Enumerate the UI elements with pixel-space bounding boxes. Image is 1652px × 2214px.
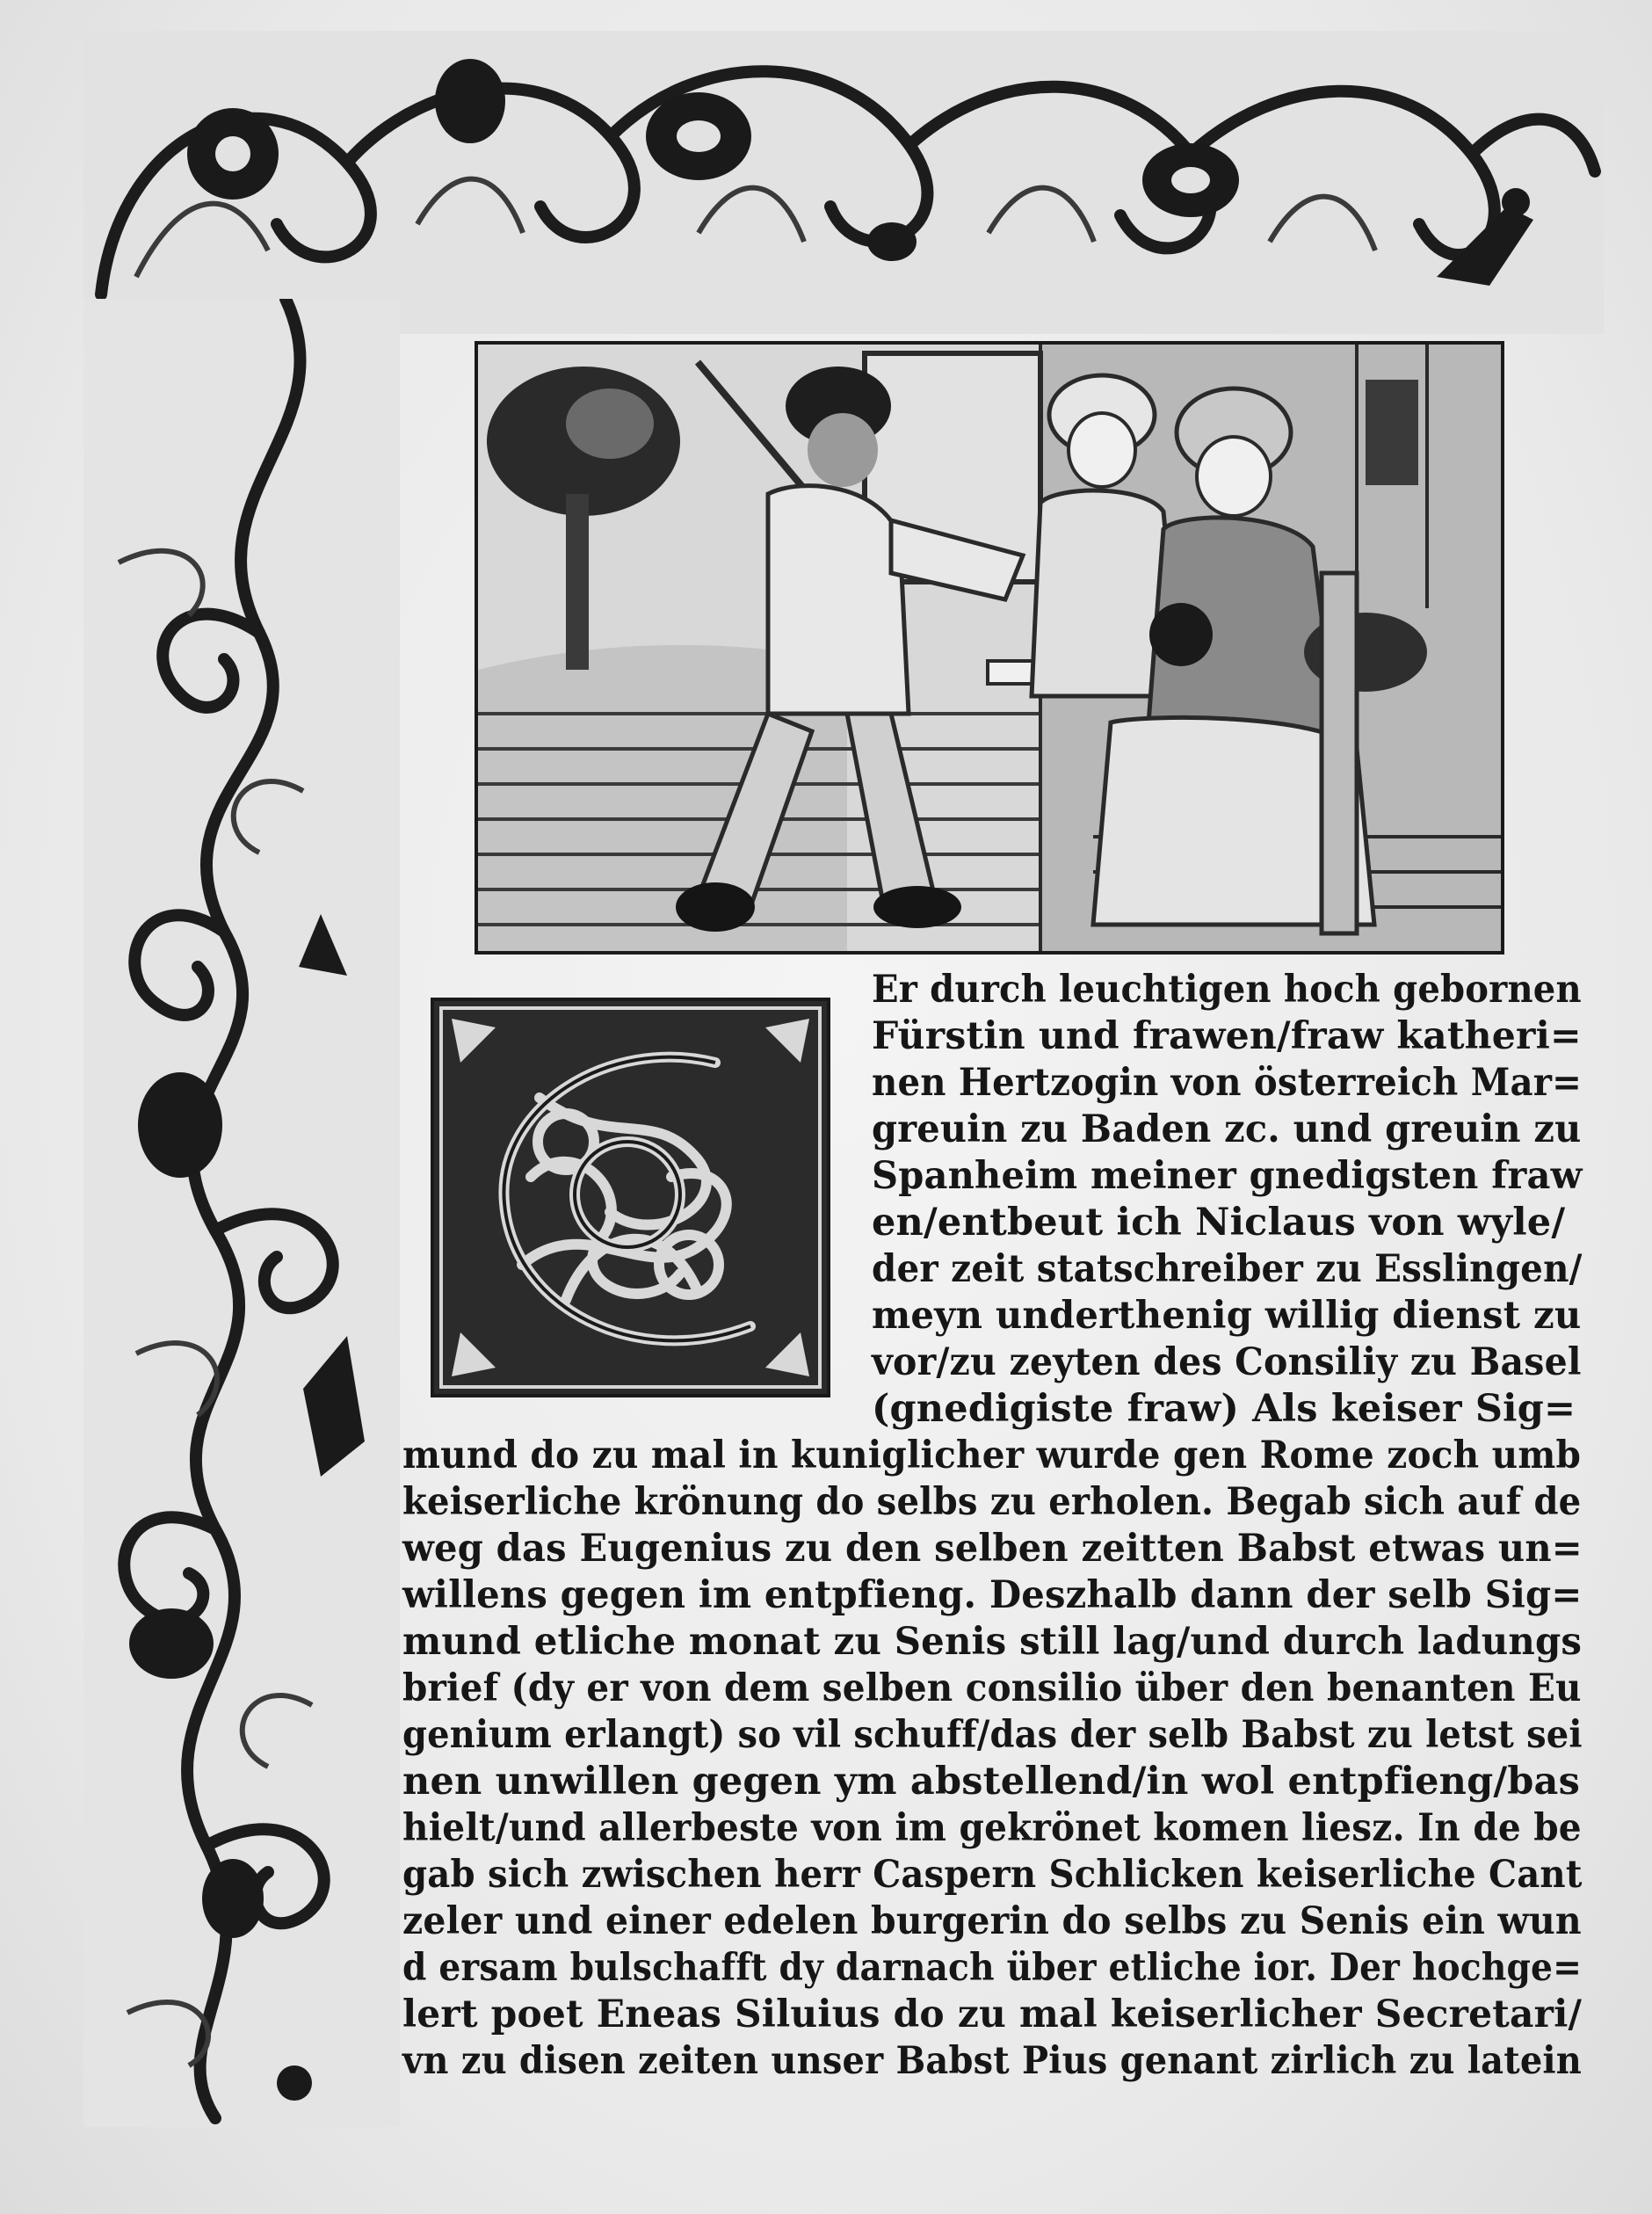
text-line-2: Fürstin und frawen/fraw katheri= [872,1014,1582,1058]
top-floral-border [83,31,1604,334]
text-line-4: greuin zu Baden zc. und greuin zu [872,1107,1582,1151]
text-line-7: der zeit statschreiber zu Esslingen/ [872,1247,1583,1291]
text-line-3: nen Hertzogin von österreich Mar= [872,1061,1583,1105]
text-line-18: nen unwillen gegen ym abstellend/in wol entpfieng/bas [402,1760,1581,1804]
text-line-19: hielt/und allerbeste von im gekrönet komen liesz. In de be [402,1806,1582,1850]
text-line-6: en/entbeut ich Niclaus von wyle/ [872,1201,1566,1245]
text-line-10: (gnedigiste fraw) Als keiser Sig= [872,1387,1576,1431]
text-line-15: mund etliche monat zu Senis still lag/und durch ladungs [402,1620,1583,1664]
text-line-16: brief (dy er von dem selben consilio über den benanten Eu [402,1666,1582,1710]
text-line-14: willens gegen im entpfieng. Deszhalb dann der selb Sig= [402,1573,1583,1617]
text-line-17: genium erlangt) so vil schuff/das der selb Babst zu letst sei [402,1713,1583,1757]
body-text [387,967,1583,2136]
woodcut-scene [478,345,1501,951]
text-line-23: lert poet Eneas Siluius do zu mal keiserlicher Secretari/ [402,1993,1583,2036]
text-line-20: gab sich zwischen herr Caspern Schlicken keiserliche Cant [402,1853,1583,1897]
text-line-21: zeler und einer edelen burgerin do selbs zu Senis ein wun [402,1899,1582,1943]
woodcut-illustration [475,341,1504,955]
text-line-5: Spanheim meiner gnedigsten fraw [872,1154,1583,1198]
text-line-8: meyn underthenig willig dienst zu [872,1294,1582,1338]
text-line-24: vn zu disen zeiten unser Babst Pius genant zirlich zu latein [402,2039,1583,2083]
text-line-13: weg das Eugenius zu den selben zeitten Babst etwas un= [402,1527,1583,1571]
text-line-9: vor/zu zeyten des Consiliy zu Basel [872,1340,1582,1384]
text-line-11: mund do zu mal in kuniglicher wurde gen Rome zoch umb [402,1434,1582,1477]
left-floral-border [83,299,400,2127]
text-line-12: keiserliche krönung do selbs zu erholen. Begab sich auf de [402,1480,1582,1524]
text-line-22: d ersam bulschafft dy darnach über etliche ior. Der hochge= [402,1946,1583,1990]
text-line-1: Er durch leuchtigen hoch gebornen [872,968,1582,1012]
